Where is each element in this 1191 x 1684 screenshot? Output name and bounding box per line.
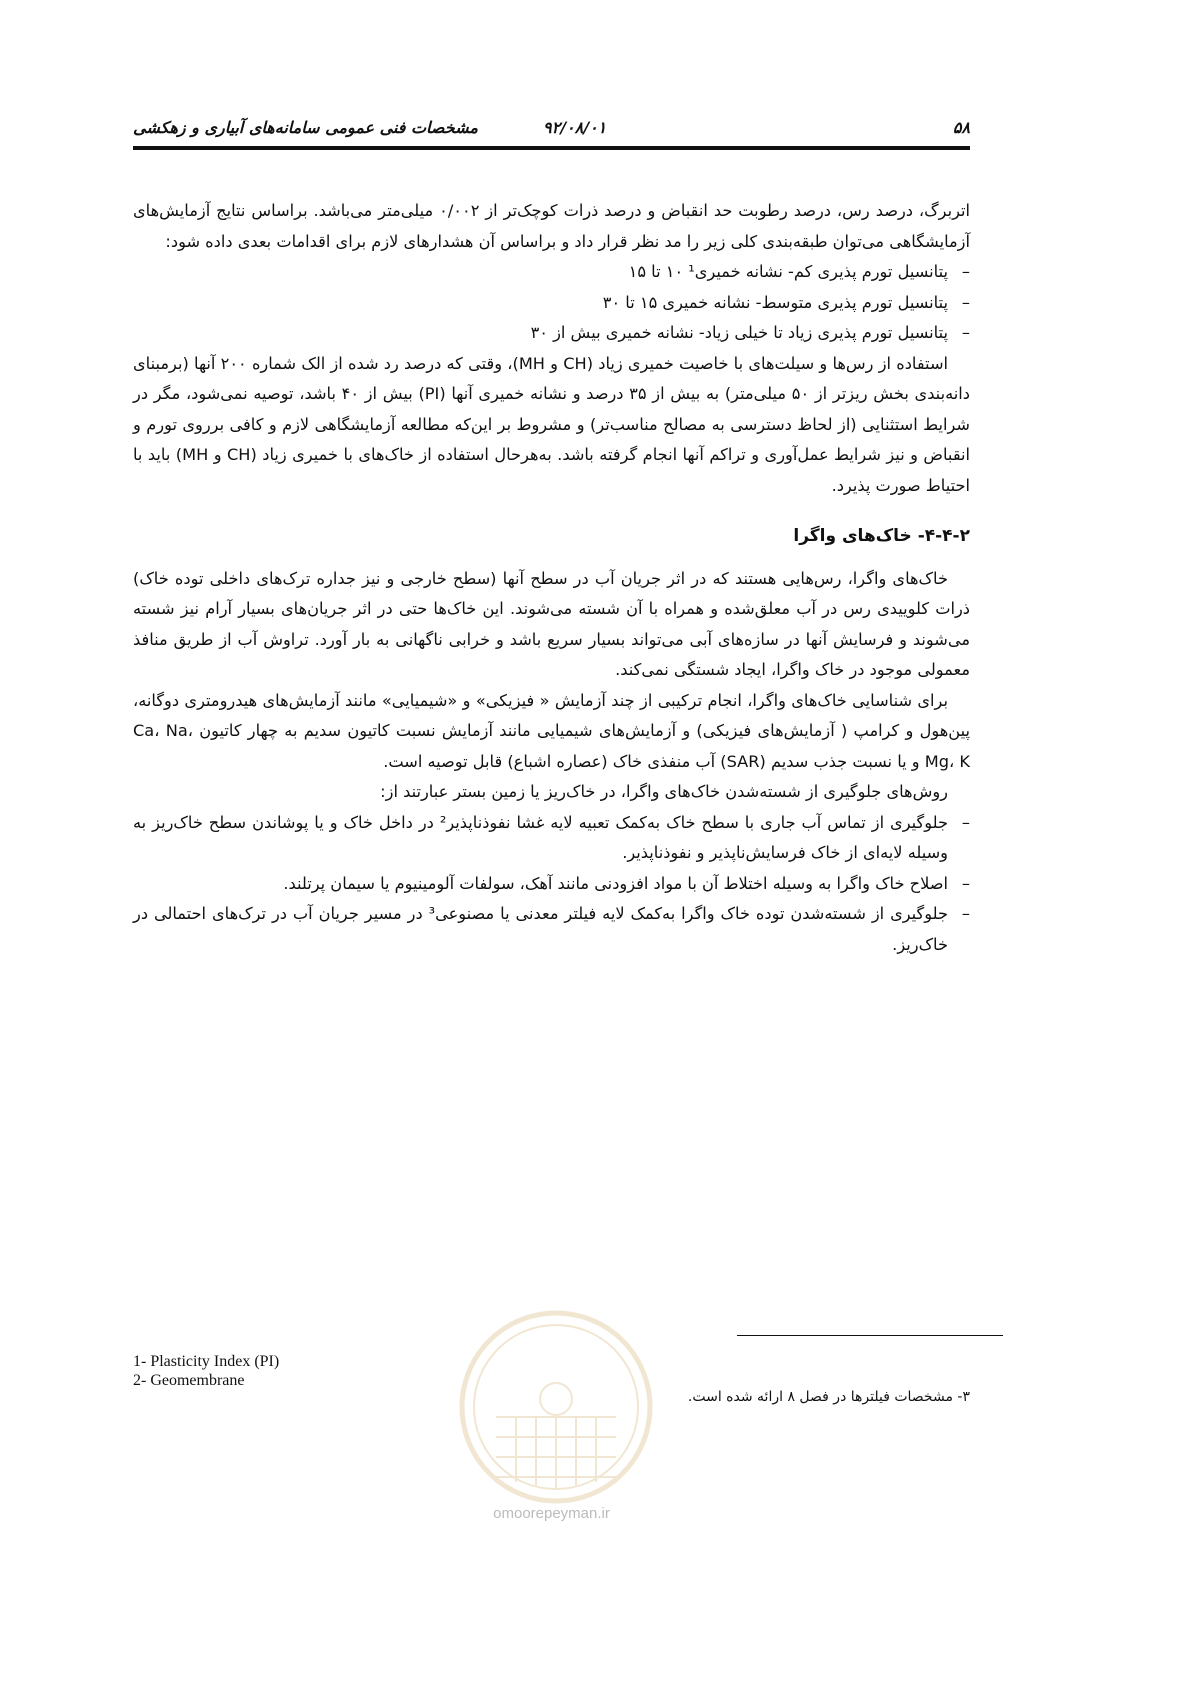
watermark-url: omoorepeyman.ir [493, 1505, 610, 1522]
header-rule [133, 146, 970, 150]
paragraph: اتربرگ، درصد رس، درصد رطوبت حد انقباض و درصد ذرات کوچک‌تر از ۰/۰۰۲ میلی‌متر می‌باشد. براساس نتایج آزمایش‌های آزمایشگاهی می‌توان طبقه‌بندی کلی زیر را مد نظر قرار داد و براساس آن هشدارهای لازم برای اقدامات بعدی داده شود: [133, 201, 971, 251]
list-item: – پتانسیل تورم پذیری کم- نشانه خمیری¹ ۱۰ تا ۱۵ [133, 257, 970, 288]
page-header [133, 118, 970, 140]
list-item: – پتانسیل تورم پذیری متوسط- نشانه خمیری ۱۵ تا ۳۰ [133, 288, 970, 319]
section-heading: ۴-۴-۲- خاک‌های واگرا [793, 526, 970, 546]
page-body [133, 196, 970, 960]
footnote: 1- Plasticity Index (PI) [133, 1353, 280, 1370]
list-item: – اصلاح خاک واگرا به وسیله اختلاط آن با مواد افزودنی مانند آهک، سولفات آلومینیوم یا سیمان پرتلند. [133, 869, 970, 900]
footnotes-english [133, 1352, 279, 1390]
footnote-rule [737, 1335, 1003, 1336]
list-item: – پتانسیل تورم پذیری زیاد تا خیلی زیاد- نشانه خمیری بیش از ۳۰ [133, 318, 970, 349]
paragraph: روش‌های جلوگیری از شسته‌شدن خاک‌های واگرا، در خاک‌ریز یا زمین بستر عبارتند از: [380, 782, 948, 801]
header-title: مشخصات فنی عمومی سامانه‌های آبیاری و زهکشی [133, 118, 478, 137]
footnote: ۳- مشخصات فیلترها در فصل ۸ ارائه شده است. [687, 1389, 970, 1405]
paragraph: خاک‌های واگرا، رس‌هایی هستند که در اثر جریان آب در سطح آنها (سطح خارجی و نیز جداره ترک‌های داخلی توده خاک) ذرات کلوییدی رس در آب معلق‌شده و همراه با آن شسته می‌شوند. این خاک‌ها حتی در اثر جریان‌های بسیار آرام نیز شسته می‌شوند و فرسایش آنها در سازه‌های آبی می‌تواند بسیار سریع باشد و خرابی ناگهانی به بار آورد. تراوش آب از طریق منافذ معمولی موجود در خاک واگرا، ایجاد شستگی نمی‌کند. [133, 568, 970, 679]
paragraph: برای شناسایی خاک‌های واگرا، انجام ترکیبی از چند آزمایش « فیزیکی» و «شیمیایی» مانند آزمایش‌های هیدرومتری دوگانه، پین‌هول و کرامپ ( آزمایش‌های فیزیکی) و آزمایش‌های شیمیایی مانند آزمایش نسبت کاتیون سدیم به چهار کاتیون Ca، Na، Mg، K و یا نسبت جذب سدیم (SAR) آب منفذی خاک (عصاره اشباع) قابل توصیه است. [133, 690, 970, 771]
paragraph: استفاده از رس‌ها و سیلت‌های با خاصیت خمیری زیاد (CH و MH)، وقتی که درصد رد شده از الک شماره ۲۰۰ آنها (برمبنای دانه‌بندی بخش ریزتر از ۵۰ میلی‌متر) به بیش از ۳۵ درصد و نشانه خمیری آنها (PI) بیش از ۴۰ باشد، توصیه نمی‌شود، مگر در شرایط استثنایی (از لحاظ دسترسی به مصالح مناسب‌تر) و مشروط بر این‌که مطالعه آزمایشگاهی لازم و کافی برروی تورم و انقباض و نیز شرایط عمل‌آوری و تراکم آنها انجام گرفته باشد. به‌هرحال استفاده از خاک‌های با خمیری زیاد (CH و MH) باید با احتیاط صورت پذیرد. [133, 353, 971, 495]
footnote: 2- Geomembrane [133, 1372, 245, 1389]
page-number: ۵۸ [952, 118, 970, 137]
list-item: – جلوگیری از شسته‌شدن توده خاک واگرا به‌کمک لایه فیلتر معدنی یا مصنوعی³ در مسیر جریان آب در ترک‌های احتمالی در خاک‌ریز. [133, 899, 970, 960]
list-item: – جلوگیری از تماس آب جاری با سطح خاک به‌کمک تعبیه لایه غشا نفوذناپذیر² در داخل خاک و یا پوشاندن سطح خاک‌ریز به وسیله لایه‌ای از خاک فرسایش‌ناپذیر و نفوذناپذیر. [133, 808, 970, 869]
watermark-seal-icon [456, 1307, 656, 1507]
header-date: ۹۲/۰۸/۰۱ [543, 118, 607, 137]
